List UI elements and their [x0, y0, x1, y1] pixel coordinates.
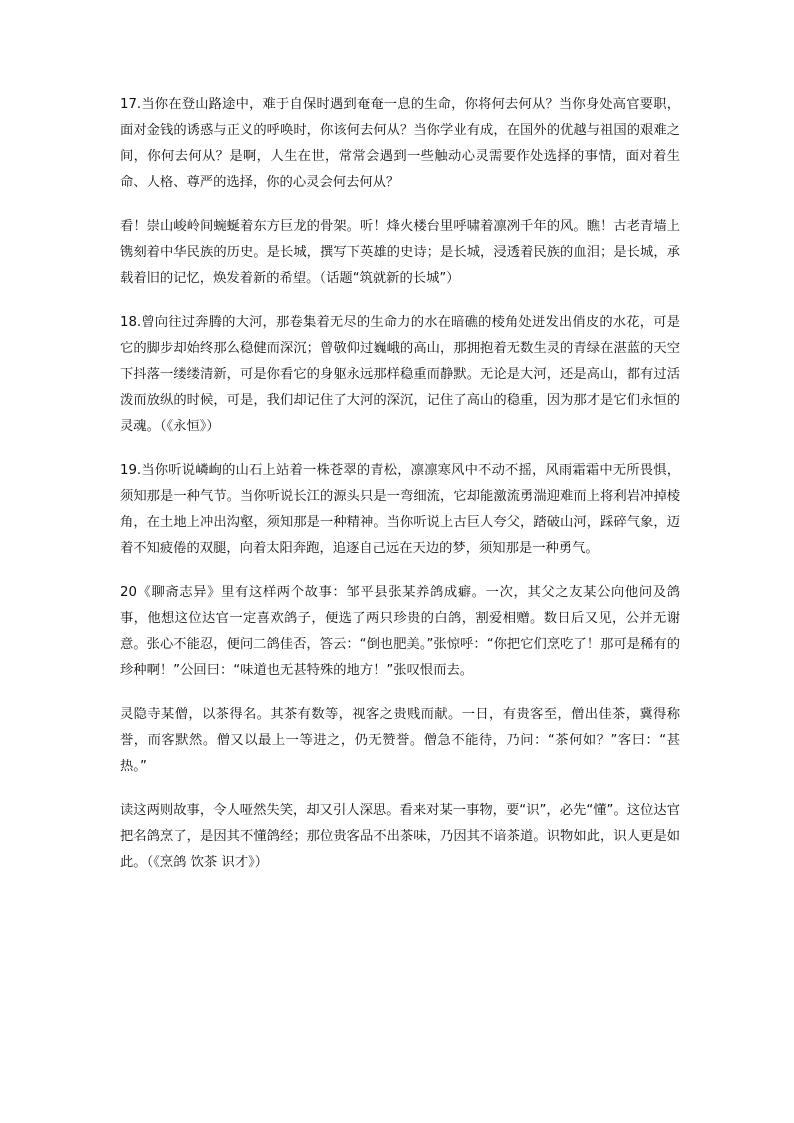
paragraph-18-eternity: 18.曾向往过奔腾的大河，那卷集着无尽的生命力的水在暗礁的棱角处迸发出俏皮的水花，可是它的脚步却始终那么稳健而深沉；曾敬仰过巍峨的高山，那拥抱着无数生灵的青绿在湛蓝的天空下抖落一缕缕清新，可是你看它的身躯永远那样稳重而静默。无论是大河，还是高山，都有过活泼而放纵的时候，可是，我们却记住了大河的深沉，记住了高山的稳重，因为那才是它们永恒的灵魂。（《永恒》） [120, 315, 680, 434]
document-body [120, 92, 680, 894]
paragraph-tea-story: 灵隐寺某僧，以茶得名。其茶有数等，视客之贵贱而献。一日，有贵客至，僧出佳茶，冀得称誉，而客默然。僧又以最上一等进之，仍无赞誉。僧急不能待，乃问：“茶何如？”客曰：“甚热。” [120, 707, 680, 774]
paragraph-20-pigeon-story: 20《聊斋志异》里有这样两个故事：邹平县张某养鸽成癖。一次，其父之友某公向他问及鸽事，他想这位达官一定喜欢鸽子，便选了两只珍贵的白鸽，割爱相赠。数日后又见，公并无谢意。张心不能忍，便问二鸽佳否，答云：“倒也肥美。”张惊呼：“你把它们烹吃了！那可是稀有的珍种啊！”公回曰：“味道也无甚特殊的地方！”张叹恨而去。 [120, 585, 680, 678]
paragraph-great-wall: 看！崇山峻岭间蜿蜒着东方巨龙的骨架。听！烽火楼台里呼啸着凛冽千年的风。瞧！古老青墙上镌刻着中华民族的历史。是长城，撰写下英雄的史诗；是长城，浸透着民族的血泪；是长城，承载着旧的记忆，焕发着新的希望。（话题“筑就新的长城”） [120, 219, 680, 286]
paragraph-19-spirit: 19.当你听说嶙峋的山石上站着一株苍翠的青松，凛凛寒风中不动不摇，风雨霜霜中无所畏惧，须知那是一种气节。当你听说长江的源头只是一弯细流，它却能激流勇湍迎难而上将利岩冲掉棱角，在土地上冲出沟壑，须知那是一种精神。当你听说上古巨人夸父，踏破山河，踩碎气象，迈着不知疲倦的双腿，向着太阳奔跑，追逐自己远在天边的梦，须知那是一种勇气。 [120, 463, 680, 556]
paragraph-17-prompt: 17.当你在登山路途中，难于自保时遇到奄奄一息的生命，你将何去何从？当你身处高官要职，面对金钱的诱惑与正义的呼唤时，你该何去何从？当你学业有成，在国外的优越与祖国的艰难之间，你何去何从？是啊，人生在世，常常会遇到一些触动心灵需要作处选择的事情，面对着生命、人格、尊严的选择，你的心灵会何去何从？ [120, 97, 680, 190]
paragraph-conclusion: 读这两则故事，令人哑然失笑，却又引人深思。看来对某一事物，要“识”，必先“懂”。这位达官把名鸽烹了，是因其不懂鸽经；那位贵客品不出茶味，乃因其不谙茶道。识物如此，识人更是如此。（《烹鸽 饮茶 识才》） [120, 803, 680, 870]
